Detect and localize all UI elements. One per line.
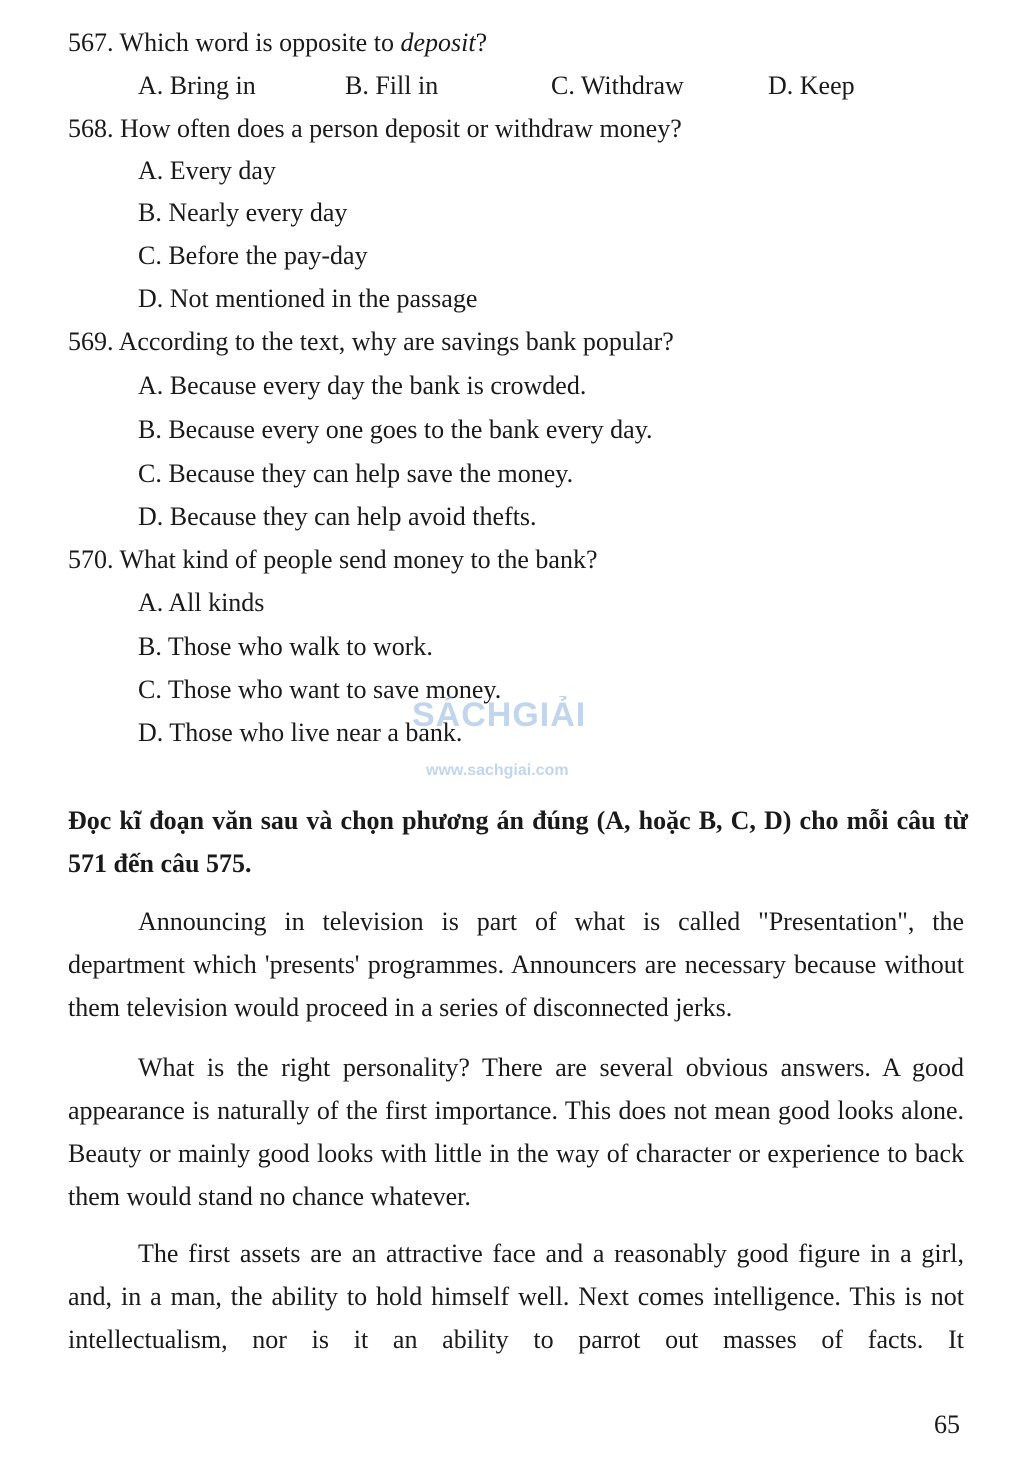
option-c: C. Those who want to save money. xyxy=(138,675,502,704)
option-c: C. Withdraw xyxy=(551,71,684,100)
watermark-brand: SÁCHGIẢI xyxy=(412,696,587,734)
option-b: B. Fill in xyxy=(345,71,439,100)
option-c: C. Before the pay-day xyxy=(138,241,368,270)
option-d: D. Those who live near a bank. xyxy=(138,718,463,747)
question-570-stem xyxy=(68,545,598,575)
option-b: B. Nearly every day xyxy=(138,198,348,227)
question-text-end: ? xyxy=(475,28,488,57)
question-number: 567. xyxy=(68,28,114,57)
option-c: C. Because they can help save the money. xyxy=(138,459,574,488)
question-number: 569. xyxy=(68,327,114,356)
question-568-stem xyxy=(68,114,682,144)
question-number: 570. xyxy=(68,545,114,574)
option-a: A. Bring in xyxy=(138,71,256,100)
option-b: B. Those who walk to work. xyxy=(138,632,433,661)
question-text: What kind of people send money to the bank? xyxy=(119,545,598,574)
question-text: How often does a person deposit or withdraw money? xyxy=(120,114,682,143)
option-d: D. Because they can help avoid thefts. xyxy=(138,502,537,531)
option-d: D. Not mentioned in the passage xyxy=(138,284,478,313)
option-b: B. Because every one goes to the bank every day. xyxy=(138,415,653,444)
passage-paragraph: The first assets are an attractive face and a reasonably good figure in a girl, and, in a man, the ability to hold himself well. Next comes intelligence. This is not intellectualism, nor is it an ability to parrot out masses of facts. It xyxy=(68,1239,964,1354)
passage-paragraph: Announcing in television is part of what is called "Presentation", the department which 'presents' programmes. Announcers are necessary because without them television would proceed in a series of disconnected jerks. xyxy=(68,907,964,1022)
option-a: A. All kinds xyxy=(138,588,265,617)
question-567-stem xyxy=(68,28,487,58)
question-569-stem xyxy=(68,327,674,357)
question-italic-word: deposit xyxy=(400,28,476,57)
question-number: 568. xyxy=(68,114,114,143)
option-d: D. Keep xyxy=(768,71,855,100)
option-a: A. Every day xyxy=(138,156,276,185)
reading-instruction: Đọc kĩ đoạn văn sau và chọn phương án đúng (A, hoặc B, C, D) cho mỗi câu từ 571 đến câu 575. xyxy=(68,806,968,878)
question-text: According to the text, why are savings bank popular? xyxy=(118,327,674,356)
passage-paragraph: What is the right personality? There are several obvious answers. A good appearance is naturally of the first importance. This does not mean good looks alone. Beauty or mainly good looks with little in the way of character or experience to back them would stand no chance whatever. xyxy=(68,1053,964,1211)
question-text: Which word is opposite to xyxy=(119,28,401,57)
page-number: 65 xyxy=(934,1410,960,1439)
option-a: A. Because every day the bank is crowded. xyxy=(138,371,587,400)
watermark-url: www.sachgiai.com xyxy=(426,762,569,779)
